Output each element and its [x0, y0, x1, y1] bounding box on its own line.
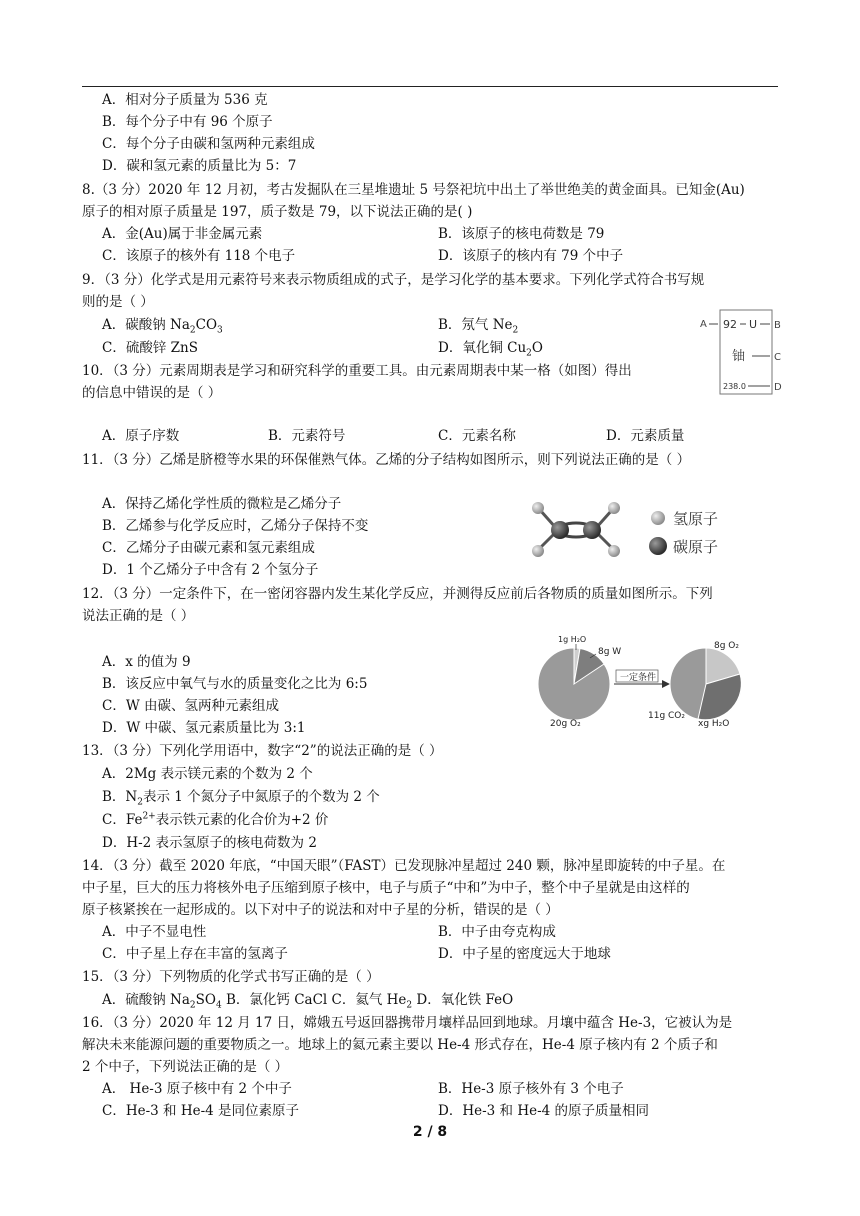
mass-pie-figure: [532, 628, 752, 732]
q12-option-b: B．该反应中氧气与水的质量变化之比为 6:5: [102, 676, 368, 692]
q15-options: A．硫酸钠 $Na_2SO_4$ B．氯化钙 CaCl C．氦气 $He_2$ D．氧化铁 FeO: [102, 992, 514, 1011]
label-after-co2: 11g CO₂: [648, 711, 686, 721]
q9-option-c: C．硫酸锌 ZnS: [102, 340, 198, 356]
legend-hydrogen-swatch: [651, 511, 665, 525]
q13-option-d: D．H-2 表示氢原子的核电荷数为 2: [102, 835, 317, 851]
q10-option-b: B．元素符号: [268, 428, 346, 444]
atomic-number: 92: [723, 318, 737, 331]
q8-option-d: D．该原子的核内有 79 个中子: [438, 248, 624, 264]
q12-option-d: D．W 中碳、氢元素质量比为 3:1: [102, 720, 306, 736]
q11-option-a: A．保持乙烯化学性质的微粒是乙烯分子: [102, 496, 342, 512]
figure-label-a: A: [700, 319, 707, 330]
pie-after: [670, 648, 742, 720]
hydrogen-atom: [608, 545, 620, 557]
q10-stem-line1: 10．（3 分）元素周期表是学习和研究科学的重要工具。由元素周期表中某一格（如图）得出: [82, 363, 632, 379]
q8-stem-line2: 原子的相对原子质量是 197，质子数是 79，以下说法正确的是( ): [82, 204, 473, 220]
q10-option-c: C．元素名称: [438, 428, 516, 444]
atomic-mass: 238.0: [723, 382, 746, 391]
q14-option-c: C．中子星上存在丰富的氢离子: [102, 946, 288, 962]
q14-option-d: D．中子星的密度远大于地球: [438, 946, 611, 962]
q13-option-a: A．2Mg 表示镁元素的个数为 2 个: [102, 766, 313, 782]
q16-option-c: C．He-3 和 He-4 是同位素原子: [102, 1103, 300, 1119]
hydrogen-atom: [532, 545, 544, 557]
q11-option-b: B．乙烯参与化学反应时，乙烯分子保持不变: [102, 518, 369, 534]
label-before-h2o: 1g H₂O: [558, 635, 587, 644]
q14-stem-line1: 14．（3 分）截至 2020 年底，“中国天眼”（FAST）已发现脉冲星超过 240 颗，脉冲星即旋转的中子星。在: [82, 858, 726, 874]
q16-option-a: A． He-3 原子核中有 2 个中子: [102, 1081, 292, 1097]
q12-option-a: A．x 的值为 9: [102, 654, 191, 670]
q9-stem-line2: 则的是（ ）: [82, 294, 154, 310]
q9-option-b: B．氖气 $Ne_2$: [438, 317, 519, 336]
q14-option-a: A．中子不显电性: [102, 924, 207, 940]
q15-stem-line1: 15．（3 分）下列物质的化学式书写正确的是（ ）: [82, 969, 380, 985]
label-before-o2: 20g O₂: [550, 719, 581, 729]
legend-hydrogen-label: 氢原子: [673, 510, 719, 528]
q14-option-b: B．中子由夸克构成: [438, 924, 556, 940]
q16-stem-line1: 16．（3 分）2020 年 12 月 17 日，嫦娥五号返回器携带月壤样品回到地球。月壤中蕴含 He-3，它被认为是: [82, 1015, 733, 1031]
q11-option-c: C．乙烯分子由碳元素和氢元素组成: [102, 540, 315, 556]
q10-option-a: A．原子序数: [102, 428, 180, 444]
q13-option-c: C．$Fe^{2+}$表示铁元素的化合价为+2 价: [102, 811, 329, 828]
legend-carbon-label: 碳原子: [673, 538, 719, 556]
prev-option-d: D．碳和氢元素的质量比为 5：7: [102, 158, 297, 174]
q12-stem-line2: 说法正确的是（ ）: [82, 608, 195, 624]
q9-stem-line1: 9．（3 分）化学式是用元素符号来表示物质组成的式子，是学习化学的基本要求。下列化学式符合书写规: [82, 272, 705, 288]
q14-stem-line3: 原子核紧挨在一起形成的。以下对中子的说法和对中子星的分析，错误的是（ ）: [82, 902, 559, 918]
q8-option-c: C．该原子的核外有 118 个电子: [102, 248, 296, 264]
carbon-atom: [583, 521, 601, 539]
element-name: 铀: [732, 349, 746, 364]
prev-option-c: C．每个分子由碳和氢两种元素组成: [102, 136, 315, 152]
reaction-condition: 一定条件: [620, 673, 657, 683]
figure-label-c: C: [774, 352, 781, 363]
q8-option-b: B．该原子的核电荷数是 79: [438, 226, 605, 242]
q16-stem-line3: 2 个中子，下列说法正确的是（ ）: [82, 1059, 289, 1075]
legend-carbon-swatch: [649, 537, 667, 555]
q10-stem-line2: 的信息中错误的是（ ）: [82, 385, 222, 401]
q9-option-a: A．碳酸钠 $Na_2CO_3$: [102, 317, 223, 336]
q9-option-d: D．氧化铜 $Cu_2O$: [438, 340, 543, 359]
hydrogen-atom: [608, 502, 620, 514]
q16-stem-line2: 解决未来能源问题的重要物质之一。地球上的氦元素主要以 He-4 形式存在，He-4 原子核内有 2 个质子和: [82, 1037, 718, 1053]
q13-option-b: B．$N_2$表示 1 个氮分子中氮原子的个数为 2 个: [102, 789, 380, 808]
prev-option-b: B．每个分子中有 96 个原子: [102, 114, 273, 130]
q8-option-a: A．金(Au)属于非金属元素: [102, 226, 263, 242]
label-after-h2o: xg H₂O: [698, 719, 730, 729]
hydrogen-atom: [532, 502, 544, 514]
q11-stem-line1: 11．（3 分）乙烯是脐橙等水果的环保催熟气体。乙烯的分子结构如图所示，则下列说法正确的是（ ）: [82, 452, 691, 468]
ethylene-molecule-figure: [520, 496, 760, 568]
q13-stem-line1: 13．（3 分）下列化学用语中，数字“2”的说法正确的是（ ）: [82, 743, 443, 759]
q14-stem-line2: 中子星，巨大的压力将核外电子压缩到原子核中，电子与质子“中和”为中子，整个中子星就是由这样的: [82, 880, 690, 896]
prev-option-a: A．相对分子质量为 536 克: [102, 92, 268, 108]
figure-label-b: B: [774, 320, 781, 331]
q16-option-b: B．He-3 原子核外有 3 个电子: [438, 1081, 624, 1097]
figure-label-d: D: [774, 382, 782, 393]
carbon-atom: [551, 521, 569, 539]
periodic-cell-figure: [690, 306, 790, 402]
q11-option-d: D．1 个乙烯分子中含有 2 个氢分子: [102, 562, 319, 578]
label-before-w: 8g W: [598, 647, 622, 657]
q10-option-d: D．元素质量: [606, 428, 685, 444]
label-after-o2: 8g O₂: [714, 641, 739, 651]
q8-stem-line1: 8.（3 分）2020 年 12 月初，考古发掘队在三星堆遗址 5 号祭祀坑中出土了举世绝美的黄金面具。已知金(Au): [82, 182, 745, 198]
q16-option-d: D．He-3 和 He-4 的原子质量相同: [438, 1103, 650, 1119]
q12-stem-line1: 12．（3 分）一定条件下，在一密闭容器内发生某化学反应，并测得反应前后各物质的质量如图所示。下列: [82, 586, 713, 602]
element-symbol: U: [749, 318, 758, 331]
q12-option-c: C．W 由碳、氢两种元素组成: [102, 698, 279, 714]
pie-before: [538, 648, 610, 720]
page-number: 2 / 8: [412, 1124, 448, 1140]
header-rule: [82, 86, 778, 87]
